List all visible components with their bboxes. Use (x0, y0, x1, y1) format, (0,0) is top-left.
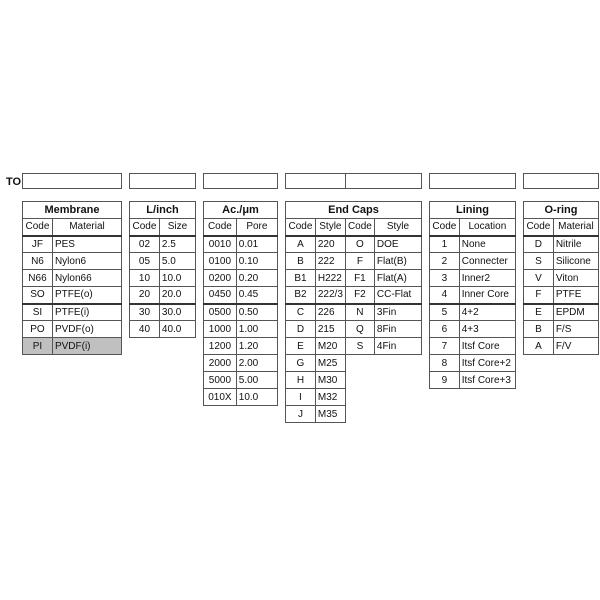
lining-cell: 4+2 (459, 304, 515, 321)
table-row (23, 321, 122, 338)
table-row (524, 304, 599, 321)
membrane-title: Membrane (23, 202, 122, 219)
oring-cell: PTFE (553, 287, 598, 304)
table-row (524, 321, 599, 338)
endcaps-cell: 222 (315, 253, 345, 270)
pore-cell: 0200 (204, 270, 237, 287)
lining-cell: 2 (430, 253, 460, 270)
length-cell: 30 (130, 304, 160, 321)
endcaps-cell: H222 (315, 270, 345, 287)
membrane-header-0: Code (23, 219, 53, 236)
length-cell: 02 (130, 236, 160, 253)
endcaps-cell: M20 (315, 338, 345, 355)
endcaps-title: End Caps (286, 202, 422, 219)
pore-cell: 5000 (204, 372, 237, 389)
oring-header-0: Code (524, 219, 554, 236)
membrane-cell: SI (23, 304, 53, 321)
endcaps-header-0: Code (286, 219, 316, 236)
endcaps-cell (374, 406, 421, 423)
pore-cell: 0.10 (236, 253, 277, 270)
endcaps-cell: 220 (315, 236, 345, 253)
lining-cell: 4 (430, 287, 460, 304)
membrane-cell: N66 (23, 270, 53, 287)
endcaps-cell: 215 (315, 321, 345, 338)
table-row (286, 355, 422, 372)
lining-header-1: Location (459, 219, 515, 236)
table-row (204, 287, 278, 304)
pore-header-0: Code (204, 219, 237, 236)
pore-cell: 0500 (204, 304, 237, 321)
length-cell: 10 (130, 270, 160, 287)
lining-cell: 8 (430, 355, 460, 372)
table-row (286, 253, 422, 270)
table-row (130, 321, 196, 338)
lining-cell: 9 (430, 372, 460, 389)
pore-cell: 0.45 (236, 287, 277, 304)
oring-cell: F/S (553, 321, 598, 338)
endcaps-cell (345, 406, 374, 423)
membrane-cell: PES (52, 236, 121, 253)
endcaps-cell: B (286, 253, 316, 270)
endcaps-cell: M25 (315, 355, 345, 372)
table-row (430, 372, 516, 389)
endcaps-cell: 8Fin (374, 321, 421, 338)
length-cell: 05 (130, 253, 160, 270)
pore-cell: 0100 (204, 253, 237, 270)
length-cell: 5.0 (159, 253, 195, 270)
pore-cell: 0.01 (236, 236, 277, 253)
table-row (23, 338, 122, 355)
pore-cell: 010X (204, 389, 237, 406)
pore-cell: 10.0 (236, 389, 277, 406)
endcaps-cell: I (286, 389, 316, 406)
length-cell: 10.0 (159, 270, 195, 287)
lining-cell: Connecter (459, 253, 515, 270)
endcaps-cell: M35 (315, 406, 345, 423)
endcaps-cell: C (286, 304, 316, 321)
table-row (524, 236, 599, 253)
endcaps-cell: 4Fin (374, 338, 421, 355)
endcaps-cell: F1 (345, 270, 374, 287)
lining-cell: Itsf Core+3 (459, 372, 515, 389)
length-cell: 30.0 (159, 304, 195, 321)
table-row (524, 270, 599, 287)
endcaps-input-divider (345, 174, 346, 188)
table-row (204, 270, 278, 287)
length-header-1: Size (159, 219, 195, 236)
endcaps-cell: F (345, 253, 374, 270)
endcaps-cell: B2 (286, 287, 316, 304)
lining-cell: Itsf Core+2 (459, 355, 515, 372)
lining-cell: 5 (430, 304, 460, 321)
oring-cell: Viton (553, 270, 598, 287)
to-label: TO (6, 176, 22, 188)
endcaps-cell: D (286, 321, 316, 338)
endcaps-header-2: Code (345, 219, 374, 236)
endcaps-cell (345, 355, 374, 372)
length-cell: 20 (130, 287, 160, 304)
membrane-header-1: Material (52, 219, 121, 236)
pore-table (203, 201, 278, 406)
endcaps-cell: J (286, 406, 316, 423)
table-row (430, 253, 516, 270)
lining-cell: None (459, 236, 515, 253)
table-row (204, 321, 278, 338)
endcaps-cell: DOE (374, 236, 421, 253)
endcaps-code-input[interactable] (285, 173, 422, 189)
oring-cell: B (524, 321, 554, 338)
pore-cell: 0.20 (236, 270, 277, 287)
endcaps-cell (345, 389, 374, 406)
endcaps-cell: F2 (345, 287, 374, 304)
table-row (23, 236, 122, 253)
membrane-cell: JF (23, 236, 53, 253)
lining-title: Lining (430, 202, 516, 219)
table-row (23, 270, 122, 287)
lining-code-input[interactable] (429, 173, 516, 189)
table-row (204, 389, 278, 406)
pore-cell: 1.00 (236, 321, 277, 338)
table-row (286, 304, 422, 321)
endcaps-header-1: Style (315, 219, 345, 236)
pore-cell: 1000 (204, 321, 237, 338)
table-row (430, 236, 516, 253)
endcaps-cell: 222/3 (315, 287, 345, 304)
oring-table (523, 201, 599, 355)
endcaps-cell: CC-Flat (374, 287, 421, 304)
table-row (23, 253, 122, 270)
table-row (286, 372, 422, 389)
endcaps-cell (374, 389, 421, 406)
membrane-cell: PVDF(o) (52, 321, 121, 338)
oring-code-input[interactable] (523, 173, 599, 189)
membrane-cell: PO (23, 321, 53, 338)
endcaps-cell: B1 (286, 270, 316, 287)
table-row (430, 304, 516, 321)
pore-cell: 2.00 (236, 355, 277, 372)
membrane-cell: Nylon66 (52, 270, 121, 287)
table-row (23, 304, 122, 321)
endcaps-cell: M30 (315, 372, 345, 389)
endcaps-cell: Flat(A) (374, 270, 421, 287)
endcaps-cell: 226 (315, 304, 345, 321)
lining-cell: 6 (430, 321, 460, 338)
membrane-table (22, 201, 122, 355)
table-row (204, 355, 278, 372)
table-row (130, 287, 196, 304)
table-row (204, 338, 278, 355)
lining-header-0: Code (430, 219, 460, 236)
endcaps-cell: 3Fin (374, 304, 421, 321)
oring-cell: V (524, 270, 554, 287)
oring-cell: E (524, 304, 554, 321)
pore-cell: 1.20 (236, 338, 277, 355)
pore-cell: 5.00 (236, 372, 277, 389)
endcaps-cell (374, 372, 421, 389)
pore-cell: 0450 (204, 287, 237, 304)
lining-cell: 7 (430, 338, 460, 355)
table-row (286, 338, 422, 355)
endcaps-cell: M32 (315, 389, 345, 406)
endcaps-cell (345, 372, 374, 389)
table-row (204, 253, 278, 270)
endcaps-cell: N (345, 304, 374, 321)
endcaps-cell: Flat(B) (374, 253, 421, 270)
length-table (129, 201, 196, 338)
endcaps-cell: A (286, 236, 316, 253)
table-row (130, 304, 196, 321)
table-row (430, 355, 516, 372)
table-row (286, 287, 422, 304)
length-code-input[interactable] (129, 173, 196, 189)
membrane-cell: PI (23, 338, 53, 355)
table-row (286, 270, 422, 287)
table-row (286, 236, 422, 253)
oring-cell: D (524, 236, 554, 253)
table-row (286, 321, 422, 338)
table-row (204, 372, 278, 389)
oring-title: O-ring (524, 202, 599, 219)
oring-cell: F/V (553, 338, 598, 355)
table-row (524, 287, 599, 304)
lining-cell: Inner2 (459, 270, 515, 287)
table-row (430, 321, 516, 338)
endcaps-cell (374, 355, 421, 372)
oring-cell: Nitrile (553, 236, 598, 253)
oring-cell: S (524, 253, 554, 270)
oring-cell: F (524, 287, 554, 304)
table-row (204, 304, 278, 321)
table-row (130, 270, 196, 287)
length-cell: 20.0 (159, 287, 195, 304)
oring-cell: A (524, 338, 554, 355)
length-header-0: Code (130, 219, 160, 236)
table-row (524, 253, 599, 270)
membrane-cell: PTFE(o) (52, 287, 121, 304)
lining-cell: 3 (430, 270, 460, 287)
lining-cell: 4+3 (459, 321, 515, 338)
table-row (130, 236, 196, 253)
endcaps-cell: S (345, 338, 374, 355)
table-row (23, 287, 122, 304)
endcaps-cell: E (286, 338, 316, 355)
endcaps-cell: H (286, 372, 316, 389)
length-cell: 40 (130, 321, 160, 338)
length-cell: 40.0 (159, 321, 195, 338)
pore-header-1: Pore (236, 219, 277, 236)
membrane-cell: SO (23, 287, 53, 304)
table-row (524, 338, 599, 355)
endcaps-cell: O (345, 236, 374, 253)
pore-cell: 1200 (204, 338, 237, 355)
pore-cell: 0010 (204, 236, 237, 253)
endcaps-cell: G (286, 355, 316, 372)
membrane-cell: N6 (23, 253, 53, 270)
table-row (430, 270, 516, 287)
table-row (430, 338, 516, 355)
membrane-cell: PVDF(i) (52, 338, 121, 355)
table-row (286, 389, 422, 406)
table-row (130, 253, 196, 270)
table-row (204, 236, 278, 253)
table-row (286, 406, 422, 423)
membrane-code-input[interactable] (22, 173, 122, 189)
oring-cell: Silicone (553, 253, 598, 270)
lining-table (429, 201, 516, 389)
endcaps-cell: Q (345, 321, 374, 338)
pore-cell: 2000 (204, 355, 237, 372)
pore-cell: 0.50 (236, 304, 277, 321)
membrane-cell: PTFE(i) (52, 304, 121, 321)
lining-cell: 1 (430, 236, 460, 253)
membrane-cell: Nylon6 (52, 253, 121, 270)
oring-header-1: Material (553, 219, 598, 236)
pore-code-input[interactable] (203, 173, 278, 189)
endcaps-table (285, 201, 422, 423)
pore-title: Ac./μm (204, 202, 278, 219)
length-cell: 2.5 (159, 236, 195, 253)
table-row (430, 287, 516, 304)
oring-cell: EPDM (553, 304, 598, 321)
lining-cell: Inner Core (459, 287, 515, 304)
endcaps-header-3: Style (374, 219, 421, 236)
lining-cell: Itsf Core (459, 338, 515, 355)
length-title: L/inch (130, 202, 196, 219)
